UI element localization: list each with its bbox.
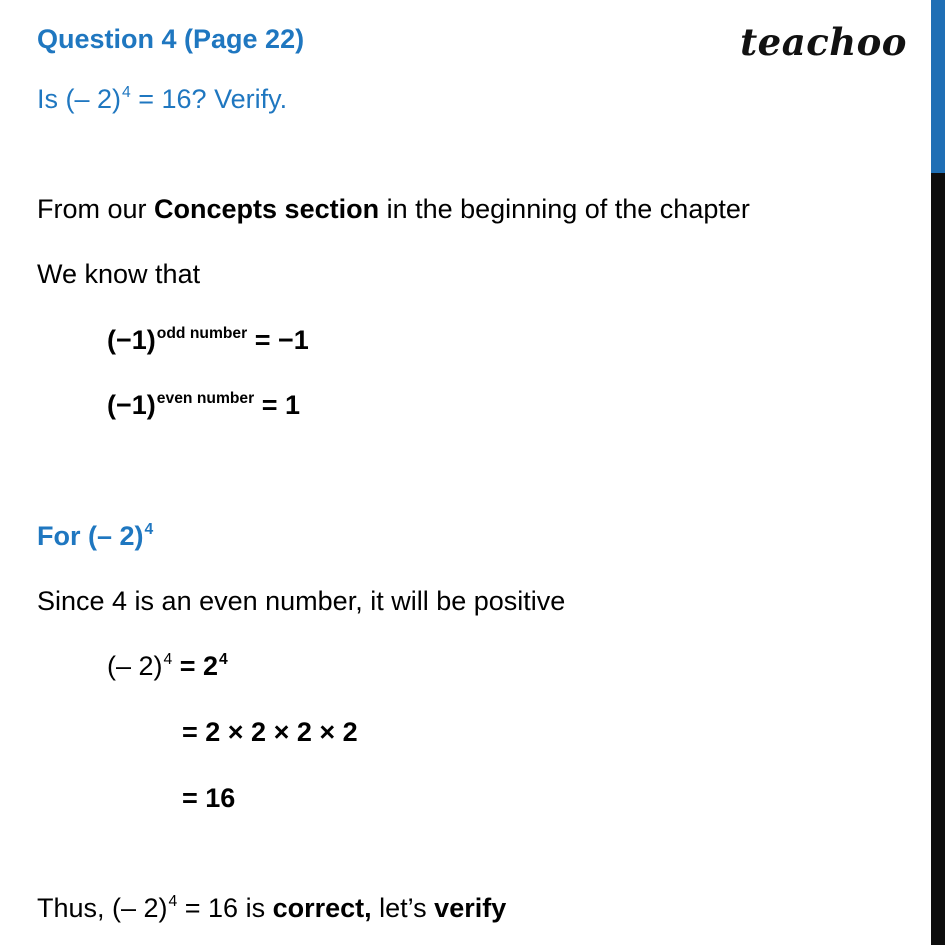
conclusion-verify: verify <box>434 893 507 923</box>
prompt-exponent: 4 <box>122 83 131 101</box>
rule-odd-exponent: odd number <box>156 324 248 342</box>
conclusion-mid2: let’s <box>371 893 435 923</box>
teachoo-logo: teachoo <box>740 20 907 64</box>
step-2 <box>182 719 358 746</box>
step1-lhs-exponent: 4 <box>163 650 173 668</box>
intro-post: in the beginning of the chapter <box>379 194 750 224</box>
for-heading-base: For (– 2) <box>37 521 144 551</box>
since-line <box>37 588 565 615</box>
question-title-text: Question 4 (Page 22) <box>37 24 305 54</box>
scrollbar-thumb[interactable] <box>931 0 945 173</box>
step1-lhs-base: (– 2) <box>107 651 163 681</box>
step-1 <box>107 650 228 681</box>
conclusion-line <box>37 892 507 923</box>
step1-rhs-exponent: 4 <box>219 650 228 668</box>
conclusion-correct: correct, <box>272 893 372 923</box>
question-title <box>37 26 304 53</box>
prompt-base: Is (– 2) <box>37 84 122 114</box>
prompt-rest: = 16? Verify. <box>130 84 288 114</box>
intro-line <box>37 196 750 223</box>
intro-bold: Concepts section <box>154 194 380 224</box>
rule-odd-rest: = −1 <box>247 325 309 355</box>
rule-even-rest: = 1 <box>254 390 301 420</box>
rule-odd-base: (−1) <box>107 325 156 355</box>
conclusion-exponent: 4 <box>168 892 178 910</box>
since-text: Since 4 is an even number, it will be positive <box>37 586 566 616</box>
for-heading <box>37 520 154 551</box>
step3-text: = 16 <box>182 783 236 813</box>
know-line <box>37 261 200 288</box>
know-text: We know that <box>37 259 201 289</box>
intro-pre: From our <box>37 194 155 224</box>
rule-odd <box>107 324 309 355</box>
rule-even-exponent: even number <box>156 389 255 407</box>
step1-rhs-base: = 2 <box>172 651 219 681</box>
rule-even <box>107 389 301 420</box>
rule-even-base: (−1) <box>107 390 156 420</box>
for-heading-exponent: 4 <box>144 520 154 538</box>
conclusion-base: Thus, (– 2) <box>37 893 168 923</box>
step2-text: = 2 × 2 × 2 × 2 <box>182 717 358 747</box>
step-3 <box>182 785 235 812</box>
question-prompt <box>37 83 288 114</box>
conclusion-mid: = 16 is <box>177 893 273 923</box>
